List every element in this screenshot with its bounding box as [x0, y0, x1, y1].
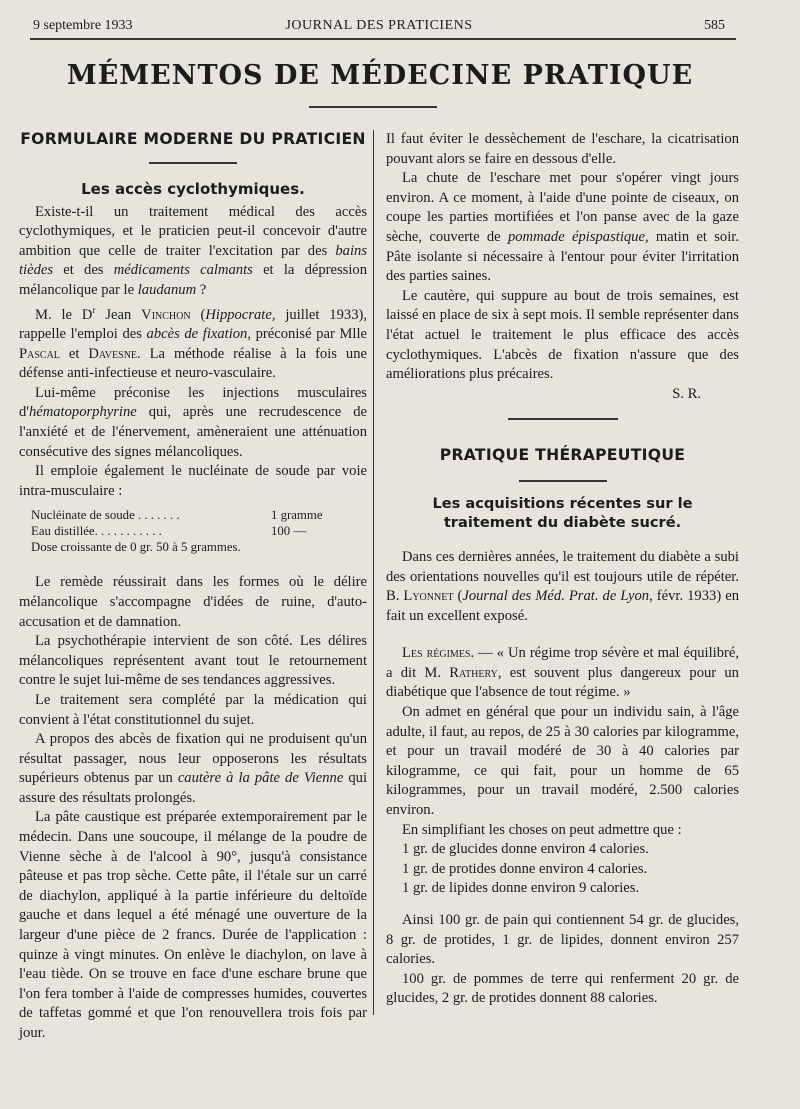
page-number: 585 [704, 18, 725, 33]
page-title: MÉMENTOS DE MÉDECINE PRATIQUE [66, 60, 694, 91]
paragraph: La pâte caustique est préparée extemporairement par le médecin. Dans une soucoupe, il mélange de la poudre de Vienne sèche à de l'alcool à 90°, jusqu'à consistance pâteuse et pas trop sèche. Cette pâte, il l'étale sur un carré de diachylon, appliqué à la partie inférieure du deltoïde gauche et dans lequel a été ménagé une ouverture de la largeur d'une pièce de 2 francs. Durée de l'application : quinze à vingt minutes. On enlève le diachylon, on lave à l'eau tiède. On se trouve en face d'une eschare brune que l'on fera tomber à l'aide de compresses humides, couvertes de taffetas gommé et que l'on renouvellera trois fois par jour. [19, 809, 367, 1042]
section-rule [149, 162, 237, 164]
paragraph: Dans ces dernières années, le traitement du diabète a subi des orientations nouvelles qu'il est toujours utile de répéter. B. Lyonnet (Journal des Méd. Prat. de Lyon, févr. 1933) en fait un excellent exposé. [386, 548, 739, 624]
section-rule [519, 480, 607, 482]
paragraph: On admet en général que pour un individu sain, à l'âge adulte, il faut, au repos, de 25 à 30 calories par kilogramme, et pour un travail modéré de 30 à 40 calories par kilogramme, ce qui fait, pour un homme de 65 kilogrammes, pour un travail modéré, 2.500 calories environ. [386, 704, 739, 819]
paragraph: Le traitement sera complété par la médication qui convient à l'état constitutionnel du sujet. [19, 691, 367, 728]
right-column [386, 130, 739, 1009]
header-rule [30, 38, 736, 40]
journal-name: JOURNAL DES PRATICIENS [285, 18, 473, 33]
issue-date: 9 septembre 1933 [33, 18, 133, 33]
article-title: Les acquisitions récentes sur le traitement du diabète sucré. [432, 494, 693, 531]
paragraph: Le cautère, qui suppure au bout de trois semaines, est laissé en place de six à sept mois. Il semble représenter dans l'état actuel le traitement le plus efficace des accès cyclothymiques. L'abcès de fixation n'assure que des améliorations plus précaires. [386, 287, 739, 383]
title-rule [309, 106, 437, 108]
signature: S. R. [672, 385, 701, 402]
paragraph: Il faut éviter le dessèchement de l'eschare, la cicatrisation pouvant alors se faire en dessous d'elle. [386, 131, 739, 167]
calorie-list [386, 840, 739, 899]
formula-row: Eau distillée. . . . . . . . . . . 100 — [31, 524, 307, 539]
paragraph: La psychothérapie intervient de son côté. Les délires mélancoliques représentent avant tout le retournement contre le sujet lui-même de ses tendances aggressives. [19, 633, 367, 689]
paragraph: A propos des abcès de fixation qui ne produisent qu'un résultat passager, nous leur opposerons les résultats supérieurs obtenus par un cautère à la pâte de Vienne qui assure des résultats prolongés. [19, 731, 367, 806]
paragraph: En simplifiant les choses on peut admettre que : [402, 821, 682, 838]
list-item: 1 gr. de glucides donne environ 4 calories. [402, 841, 649, 858]
list-item: 1 gr. de lipides donne environ 9 calories. [402, 880, 640, 897]
paragraph: Ainsi 100 gr. de pain qui contiennent 54 gr. de glucides, 8 gr. de protides, 1 gr. de lipides, donnent environ 257 calories. [386, 912, 739, 968]
paragraph: Le remède réussirait dans les formes où le délire mélancolique s'accompagne d'idées de ruine, d'auto-accusation et de damnation. [19, 574, 367, 630]
list-item: 1 gr. de protides donne environ 4 calories. [402, 860, 648, 877]
paragraph: Les régimes. — « Un régime trop sévère et mal équilibré, a dit M. Rathery, est souvent plus dangereux pour un diabétique que l'absence de tout régime. » [386, 645, 739, 701]
running-header [33, 18, 725, 38]
paragraph: M. le $D^r$ Jean Vinchon (Hippocrate, juillet 1933), rappelle l'emploi des abcès de fixation, préconisé par Mlle Pascal et Davesne. La méthode réalise à la fois une défense anti-infectieuse et neuro-vasculaire. [19, 304, 367, 382]
section-title: FORMULAIRE MODERNE DU PRATICIEN [20, 130, 366, 148]
paragraph: 100 gr. de pommes de terre qui renferment 20 gr. de glucides, 2 gr. de protides donnent 88 calories. [386, 970, 739, 1007]
left-column [19, 130, 367, 1044]
paragraph: Lui-même préconise les injections musculaires d'hématoporphyrine qui, après une recrudescence de l'anxiété et de l'énervement, amèneraient une atténuation consécutive des signes mélancoliques. [19, 384, 367, 460]
section-rule [508, 418, 618, 420]
prescription-formula [31, 507, 367, 555]
formula-row: Dose croissante de 0 gr. 50 à 5 grammes. [31, 540, 241, 555]
column-divider [373, 130, 374, 1015]
article-title: Les accès cyclothymiques. [81, 179, 305, 198]
paragraph: Existe-t-il un traitement médical des accès cyclothymiques, et le praticien peut-il concevoir d'autre ambition que celle de traiter l'excitation par des bains tièdes et des médicaments calmants et la dépression mélancolique par le laudanum ? [19, 203, 367, 298]
paragraph: La chute de l'eschare met pour s'opérer vingt jours environ. A ce moment, à l'aide d'une pointe de ciseaux, on coupe les parties mortifiées et l'on panse avec de la gaze sèche, couverte de pommade épispastique, matin et soir. Pâte isolante si nécessaire à l'entour pour éviter l'irritation des parties saines. [386, 170, 739, 285]
paragraph: Il emploie également le nucléinate de soude par voie intra-musculaire : [19, 463, 367, 499]
formula-row: Nucléinate de soude . . . . . . . 1 gramme [31, 508, 323, 523]
section-title: PRATIQUE THÉRAPEUTIQUE [439, 446, 686, 465]
